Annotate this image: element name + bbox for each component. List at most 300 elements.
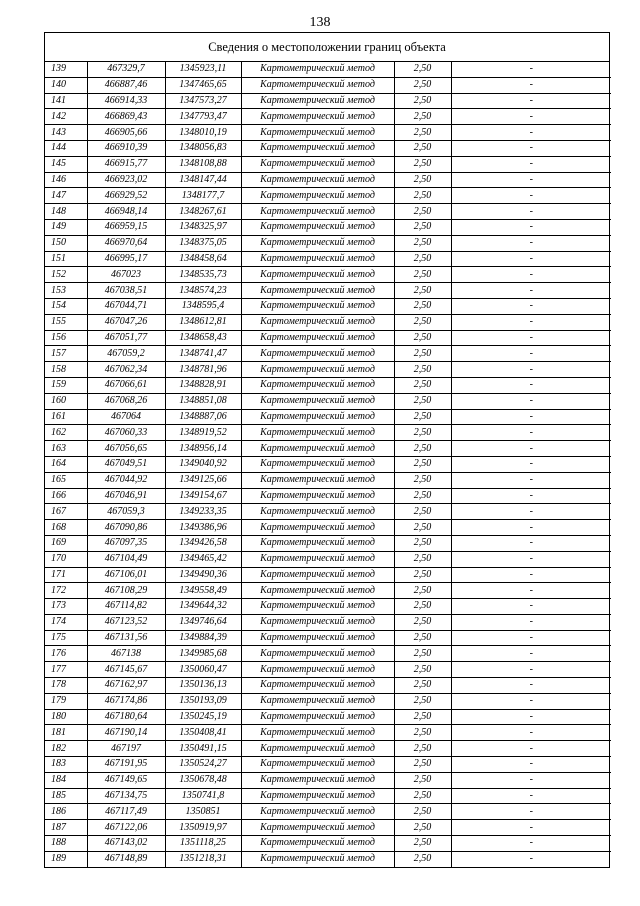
y-coordinate-cell: 1348325,97 xyxy=(165,219,241,235)
y-coordinate-cell: 1348612,81 xyxy=(165,314,241,330)
x-coordinate-cell: 467062,34 xyxy=(87,362,165,378)
point-number-cell: 143 xyxy=(45,125,87,141)
accuracy-cell: 2,50 xyxy=(394,599,451,615)
method-cell: Картометрический метод xyxy=(241,709,394,725)
method-cell: Картометрический метод xyxy=(241,251,394,267)
method-cell: Картометрический метод xyxy=(241,109,394,125)
x-coordinate-cell: 467191,95 xyxy=(87,757,165,773)
y-coordinate-cell: 1348375,05 xyxy=(165,235,241,251)
method-cell: Картометрический метод xyxy=(241,283,394,299)
accuracy-cell: 2,50 xyxy=(394,172,451,188)
point-number-cell: 165 xyxy=(45,472,87,488)
method-cell: Картометрический метод xyxy=(241,456,394,472)
table-row xyxy=(45,788,611,804)
accuracy-cell: 2,50 xyxy=(394,820,451,836)
x-coordinate-cell: 467056,65 xyxy=(87,441,165,457)
description-cell: - xyxy=(451,630,611,646)
method-cell: Картометрический метод xyxy=(241,314,394,330)
method-cell: Картометрический метод xyxy=(241,156,394,172)
accuracy-cell: 2,50 xyxy=(394,283,451,299)
description-cell: - xyxy=(451,820,611,836)
method-cell: Картометрический метод xyxy=(241,93,394,109)
description-cell: - xyxy=(451,425,611,441)
description-cell: - xyxy=(451,77,611,93)
method-cell: Картометрический метод xyxy=(241,441,394,457)
description-cell: - xyxy=(451,709,611,725)
accuracy-cell: 2,50 xyxy=(394,725,451,741)
description-cell: - xyxy=(451,219,611,235)
table-row xyxy=(45,330,611,346)
point-number-cell: 162 xyxy=(45,425,87,441)
accuracy-cell: 2,50 xyxy=(394,614,451,630)
x-coordinate-cell: 466905,66 xyxy=(87,125,165,141)
y-coordinate-cell: 1348828,91 xyxy=(165,377,241,393)
y-coordinate-cell: 1347793,47 xyxy=(165,109,241,125)
description-cell: - xyxy=(451,140,611,156)
description-cell: - xyxy=(451,741,611,757)
y-coordinate-cell: 1348267,61 xyxy=(165,204,241,220)
table-row xyxy=(45,662,611,678)
x-coordinate-cell: 467044,92 xyxy=(87,472,165,488)
point-number-cell: 167 xyxy=(45,504,87,520)
method-cell: Картометрический метод xyxy=(241,409,394,425)
table-row xyxy=(45,219,611,235)
description-cell: - xyxy=(451,535,611,551)
table-row xyxy=(45,140,611,156)
table-row xyxy=(45,425,611,441)
y-coordinate-cell: 1351118,25 xyxy=(165,836,241,852)
method-cell: Картометрический метод xyxy=(241,393,394,409)
method-cell: Картометрический метод xyxy=(241,614,394,630)
table-row xyxy=(45,314,611,330)
method-cell: Картометрический метод xyxy=(241,693,394,709)
accuracy-cell: 2,50 xyxy=(394,425,451,441)
point-number-cell: 159 xyxy=(45,377,87,393)
description-cell: - xyxy=(451,725,611,741)
method-cell: Картометрический метод xyxy=(241,741,394,757)
method-cell: Картометрический метод xyxy=(241,504,394,520)
table-row xyxy=(45,125,611,141)
y-coordinate-cell: 1348781,96 xyxy=(165,362,241,378)
accuracy-cell: 2,50 xyxy=(394,804,451,820)
table-row xyxy=(45,614,611,630)
x-coordinate-cell: 466869,43 xyxy=(87,109,165,125)
x-coordinate-cell: 467122,06 xyxy=(87,820,165,836)
y-coordinate-cell: 1351218,31 xyxy=(165,851,241,866)
accuracy-cell: 2,50 xyxy=(394,693,451,709)
method-cell: Картометрический метод xyxy=(241,488,394,504)
table-row xyxy=(45,362,611,378)
description-cell: - xyxy=(451,156,611,172)
method-cell: Картометрический метод xyxy=(241,346,394,362)
description-cell: - xyxy=(451,172,611,188)
description-cell: - xyxy=(451,362,611,378)
x-coordinate-cell: 467134,75 xyxy=(87,788,165,804)
description-cell: - xyxy=(451,283,611,299)
x-coordinate-cell: 466929,52 xyxy=(87,188,165,204)
method-cell: Картометрический метод xyxy=(241,377,394,393)
x-coordinate-cell: 466970,64 xyxy=(87,235,165,251)
y-coordinate-cell: 1348574,23 xyxy=(165,283,241,299)
accuracy-cell: 2,50 xyxy=(394,504,451,520)
table-row xyxy=(45,441,611,457)
table-row xyxy=(45,109,611,125)
method-cell: Картометрический метод xyxy=(241,330,394,346)
y-coordinate-cell: 1345923,11 xyxy=(165,62,241,77)
table-row xyxy=(45,188,611,204)
x-coordinate-cell: 467044,71 xyxy=(87,298,165,314)
x-coordinate-cell: 467108,29 xyxy=(87,583,165,599)
x-coordinate-cell: 467123,52 xyxy=(87,614,165,630)
description-cell: - xyxy=(451,472,611,488)
method-cell: Картометрический метод xyxy=(241,77,394,93)
x-coordinate-cell: 467174,86 xyxy=(87,693,165,709)
accuracy-cell: 2,50 xyxy=(394,140,451,156)
y-coordinate-cell: 1348535,73 xyxy=(165,267,241,283)
method-cell: Картометрический метод xyxy=(241,788,394,804)
y-coordinate-cell: 1347465,65 xyxy=(165,77,241,93)
description-cell: - xyxy=(451,614,611,630)
point-number-cell: 140 xyxy=(45,77,87,93)
y-coordinate-cell: 1350060,47 xyxy=(165,662,241,678)
y-coordinate-cell: 1349465,42 xyxy=(165,551,241,567)
description-cell: - xyxy=(451,757,611,773)
table-row xyxy=(45,409,611,425)
point-number-cell: 184 xyxy=(45,772,87,788)
table-row xyxy=(45,851,611,866)
point-number-cell: 156 xyxy=(45,330,87,346)
y-coordinate-cell: 1348458,64 xyxy=(165,251,241,267)
point-number-cell: 188 xyxy=(45,836,87,852)
point-number-cell: 177 xyxy=(45,662,87,678)
method-cell: Картометрический метод xyxy=(241,567,394,583)
point-number-cell: 178 xyxy=(45,678,87,694)
table-row xyxy=(45,772,611,788)
y-coordinate-cell: 1349154,67 xyxy=(165,488,241,504)
x-coordinate-cell: 467138 xyxy=(87,646,165,662)
description-cell: - xyxy=(451,377,611,393)
point-number-cell: 168 xyxy=(45,520,87,536)
method-cell: Картометрический метод xyxy=(241,678,394,694)
table-row xyxy=(45,646,611,662)
accuracy-cell: 2,50 xyxy=(394,109,451,125)
description-cell: - xyxy=(451,583,611,599)
coordinates-sheet xyxy=(44,32,610,868)
method-cell: Картометрический метод xyxy=(241,851,394,866)
x-coordinate-cell: 466914,33 xyxy=(87,93,165,109)
point-number-cell: 172 xyxy=(45,583,87,599)
accuracy-cell: 2,50 xyxy=(394,567,451,583)
point-number-cell: 182 xyxy=(45,741,87,757)
table-row xyxy=(45,377,611,393)
y-coordinate-cell: 1350245,19 xyxy=(165,709,241,725)
y-coordinate-cell: 1348658,43 xyxy=(165,330,241,346)
accuracy-cell: 2,50 xyxy=(394,62,451,77)
x-coordinate-cell: 466959,15 xyxy=(87,219,165,235)
point-number-cell: 173 xyxy=(45,599,87,615)
description-cell: - xyxy=(451,314,611,330)
y-coordinate-cell: 1348956,14 xyxy=(165,441,241,457)
table-row xyxy=(45,678,611,694)
description-cell: - xyxy=(451,772,611,788)
y-coordinate-cell: 1348147,44 xyxy=(165,172,241,188)
y-coordinate-cell: 1349233,35 xyxy=(165,504,241,520)
accuracy-cell: 2,50 xyxy=(394,267,451,283)
method-cell: Картометрический метод xyxy=(241,757,394,773)
point-number-cell: 151 xyxy=(45,251,87,267)
accuracy-cell: 2,50 xyxy=(394,456,451,472)
table-row xyxy=(45,172,611,188)
description-cell: - xyxy=(451,267,611,283)
table-row xyxy=(45,488,611,504)
point-number-cell: 161 xyxy=(45,409,87,425)
method-cell: Картометрический метод xyxy=(241,425,394,441)
y-coordinate-cell: 1350524,27 xyxy=(165,757,241,773)
point-number-cell: 146 xyxy=(45,172,87,188)
point-number-cell: 150 xyxy=(45,235,87,251)
accuracy-cell: 2,50 xyxy=(394,741,451,757)
description-cell: - xyxy=(451,441,611,457)
coordinates-table xyxy=(45,62,611,867)
point-number-cell: 187 xyxy=(45,820,87,836)
description-cell: - xyxy=(451,204,611,220)
y-coordinate-cell: 1349426,58 xyxy=(165,535,241,551)
description-cell: - xyxy=(451,646,611,662)
point-number-cell: 147 xyxy=(45,188,87,204)
x-coordinate-cell: 466948,14 xyxy=(87,204,165,220)
point-number-cell: 180 xyxy=(45,709,87,725)
y-coordinate-cell: 1348919,52 xyxy=(165,425,241,441)
accuracy-cell: 2,50 xyxy=(394,362,451,378)
y-coordinate-cell: 1348108,88 xyxy=(165,156,241,172)
y-coordinate-cell: 1349490,36 xyxy=(165,567,241,583)
x-coordinate-cell: 467197 xyxy=(87,741,165,757)
table-row xyxy=(45,725,611,741)
method-cell: Картометрический метод xyxy=(241,725,394,741)
accuracy-cell: 2,50 xyxy=(394,346,451,362)
description-cell: - xyxy=(451,693,611,709)
method-cell: Картометрический метод xyxy=(241,820,394,836)
x-coordinate-cell: 467023 xyxy=(87,267,165,283)
table-row xyxy=(45,535,611,551)
x-coordinate-cell: 467190,14 xyxy=(87,725,165,741)
description-cell: - xyxy=(451,188,611,204)
table-row xyxy=(45,472,611,488)
table-row xyxy=(45,156,611,172)
x-coordinate-cell: 467051,77 xyxy=(87,330,165,346)
x-coordinate-cell: 467066,61 xyxy=(87,377,165,393)
point-number-cell: 170 xyxy=(45,551,87,567)
x-coordinate-cell: 467047,26 xyxy=(87,314,165,330)
accuracy-cell: 2,50 xyxy=(394,551,451,567)
y-coordinate-cell: 1348595,4 xyxy=(165,298,241,314)
description-cell: - xyxy=(451,93,611,109)
point-number-cell: 185 xyxy=(45,788,87,804)
x-coordinate-cell: 467180,64 xyxy=(87,709,165,725)
accuracy-cell: 2,50 xyxy=(394,772,451,788)
point-number-cell: 166 xyxy=(45,488,87,504)
method-cell: Картометрический метод xyxy=(241,630,394,646)
description-cell: - xyxy=(451,504,611,520)
table-row xyxy=(45,693,611,709)
description-cell: - xyxy=(451,836,611,852)
x-coordinate-cell: 466910,39 xyxy=(87,140,165,156)
method-cell: Картометрический метод xyxy=(241,204,394,220)
point-number-cell: 139 xyxy=(45,62,87,77)
x-coordinate-cell: 467131,56 xyxy=(87,630,165,646)
x-coordinate-cell: 467162,97 xyxy=(87,678,165,694)
description-cell: - xyxy=(451,567,611,583)
x-coordinate-cell: 467046,91 xyxy=(87,488,165,504)
method-cell: Картометрический метод xyxy=(241,772,394,788)
table-row xyxy=(45,346,611,362)
accuracy-cell: 2,50 xyxy=(394,757,451,773)
point-number-cell: 164 xyxy=(45,456,87,472)
point-number-cell: 175 xyxy=(45,630,87,646)
description-cell: - xyxy=(451,393,611,409)
point-number-cell: 152 xyxy=(45,267,87,283)
method-cell: Картометрический метод xyxy=(241,472,394,488)
point-number-cell: 153 xyxy=(45,283,87,299)
x-coordinate-cell: 466915,77 xyxy=(87,156,165,172)
method-cell: Картометрический метод xyxy=(241,188,394,204)
y-coordinate-cell: 1350193,09 xyxy=(165,693,241,709)
description-cell: - xyxy=(451,788,611,804)
y-coordinate-cell: 1349386,96 xyxy=(165,520,241,536)
x-coordinate-cell: 466995,17 xyxy=(87,251,165,267)
method-cell: Картометрический метод xyxy=(241,804,394,820)
table-row xyxy=(45,709,611,725)
method-cell: Картометрический метод xyxy=(241,662,394,678)
description-cell: - xyxy=(451,662,611,678)
point-number-cell: 181 xyxy=(45,725,87,741)
point-number-cell: 160 xyxy=(45,393,87,409)
y-coordinate-cell: 1348177,7 xyxy=(165,188,241,204)
accuracy-cell: 2,50 xyxy=(394,251,451,267)
description-cell: - xyxy=(451,488,611,504)
description-cell: - xyxy=(451,551,611,567)
x-coordinate-cell: 466887,46 xyxy=(87,77,165,93)
x-coordinate-cell: 467064 xyxy=(87,409,165,425)
accuracy-cell: 2,50 xyxy=(394,125,451,141)
table-row xyxy=(45,283,611,299)
description-cell: - xyxy=(451,109,611,125)
table-row xyxy=(45,741,611,757)
point-number-cell: 171 xyxy=(45,567,87,583)
table-row xyxy=(45,567,611,583)
method-cell: Картометрический метод xyxy=(241,125,394,141)
point-number-cell: 176 xyxy=(45,646,87,662)
table-row xyxy=(45,504,611,520)
table-row xyxy=(45,267,611,283)
table-row xyxy=(45,456,611,472)
description-cell: - xyxy=(451,298,611,314)
method-cell: Картометрический метод xyxy=(241,520,394,536)
method-cell: Картометрический метод xyxy=(241,551,394,567)
x-coordinate-cell: 467106,01 xyxy=(87,567,165,583)
x-coordinate-cell: 467090,86 xyxy=(87,520,165,536)
accuracy-cell: 2,50 xyxy=(394,472,451,488)
method-cell: Картометрический метод xyxy=(241,62,394,77)
x-coordinate-cell: 467329,7 xyxy=(87,62,165,77)
x-coordinate-cell: 467059,2 xyxy=(87,346,165,362)
description-cell: - xyxy=(451,456,611,472)
description-cell: - xyxy=(451,409,611,425)
accuracy-cell: 2,50 xyxy=(394,377,451,393)
method-cell: Картометрический метод xyxy=(241,219,394,235)
accuracy-cell: 2,50 xyxy=(394,709,451,725)
method-cell: Картометрический метод xyxy=(241,172,394,188)
accuracy-cell: 2,50 xyxy=(394,836,451,852)
table-row xyxy=(45,836,611,852)
table-row xyxy=(45,757,611,773)
accuracy-cell: 2,50 xyxy=(394,314,451,330)
description-cell: - xyxy=(529,853,533,865)
method-cell: Картометрический метод xyxy=(241,140,394,156)
accuracy-cell: 2,50 xyxy=(394,235,451,251)
accuracy-cell: 2,50 xyxy=(394,851,451,866)
method-cell: Картометрический метод xyxy=(241,599,394,615)
y-coordinate-cell: 1349644,32 xyxy=(165,599,241,615)
description-cell: - xyxy=(451,251,611,267)
x-coordinate-cell: 467148,89 xyxy=(87,851,165,866)
y-coordinate-cell: 1348851,08 xyxy=(165,393,241,409)
description-cell: - xyxy=(451,330,611,346)
x-coordinate-cell: 467049,51 xyxy=(87,456,165,472)
y-coordinate-cell: 1347573,27 xyxy=(165,93,241,109)
y-coordinate-cell: 1349884,39 xyxy=(165,630,241,646)
x-coordinate-cell: 466923,02 xyxy=(87,172,165,188)
method-cell: Картометрический метод xyxy=(241,535,394,551)
accuracy-cell: 2,50 xyxy=(394,583,451,599)
table-row xyxy=(45,77,611,93)
point-number-cell: 145 xyxy=(45,156,87,172)
method-cell: Картометрический метод xyxy=(241,298,394,314)
page-number: 138 xyxy=(309,15,331,30)
accuracy-cell: 2,50 xyxy=(394,662,451,678)
table-row xyxy=(45,235,611,251)
point-number-cell: 144 xyxy=(45,140,87,156)
method-cell: Картометрический метод xyxy=(241,646,394,662)
y-coordinate-cell: 1348056,83 xyxy=(165,140,241,156)
accuracy-cell: 2,50 xyxy=(394,330,451,346)
accuracy-cell: 2,50 xyxy=(394,788,451,804)
point-number-cell: 157 xyxy=(45,346,87,362)
accuracy-cell: 2,50 xyxy=(394,393,451,409)
point-number-cell: 189 xyxy=(45,851,87,866)
accuracy-cell: 2,50 xyxy=(394,535,451,551)
point-number-cell: 163 xyxy=(45,441,87,457)
x-coordinate-cell: 467143,02 xyxy=(87,836,165,852)
description-cell: - xyxy=(451,62,611,77)
y-coordinate-cell: 1350491,15 xyxy=(165,741,241,757)
method-cell: Картометрический метод xyxy=(241,235,394,251)
table-row xyxy=(45,551,611,567)
y-coordinate-cell: 1349985,68 xyxy=(165,646,241,662)
point-number-cell: 158 xyxy=(45,362,87,378)
table-row xyxy=(45,599,611,615)
point-number-cell: 149 xyxy=(45,219,87,235)
y-coordinate-cell: 1348741,47 xyxy=(165,346,241,362)
accuracy-cell: 2,50 xyxy=(394,630,451,646)
table-row xyxy=(45,251,611,267)
method-cell: Картометрический метод xyxy=(241,836,394,852)
table-row xyxy=(45,204,611,220)
x-coordinate-cell: 467059,3 xyxy=(87,504,165,520)
table-row xyxy=(45,520,611,536)
table-row xyxy=(45,393,611,409)
y-coordinate-cell: 1350741,8 xyxy=(165,788,241,804)
